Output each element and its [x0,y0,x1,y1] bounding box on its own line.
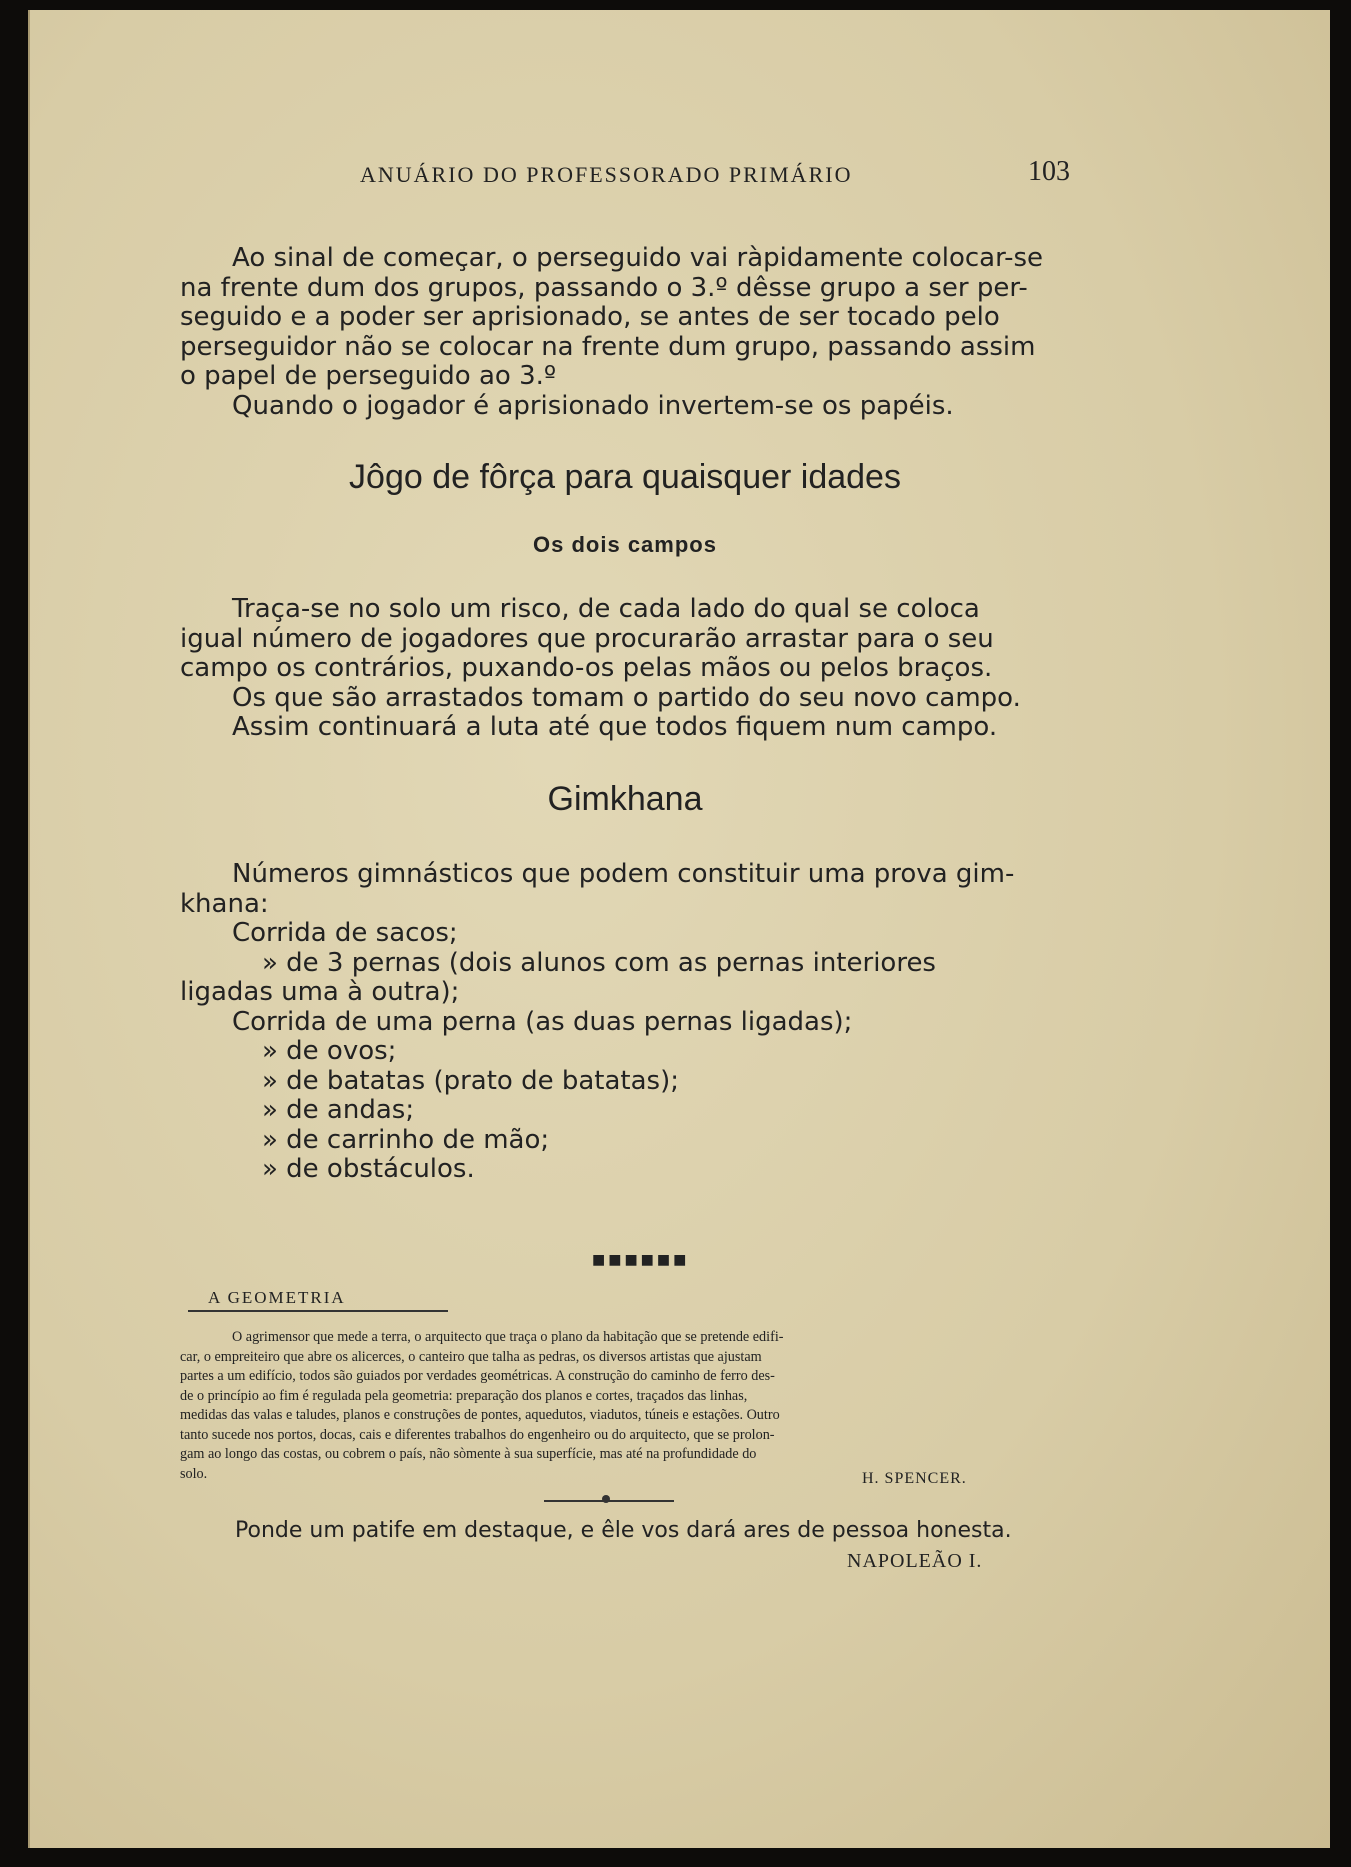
text-line: » de 3 pernas (dois alunos com as pernas interiores [262,947,936,978]
book-page [28,10,1330,1848]
text-line: » de ovos; [262,1036,397,1066]
text-line: khana: [180,888,269,919]
running-header [360,158,1070,192]
campos-paragraph [180,595,1070,743]
text-line: o papel de perseguido ao 3.º [180,361,557,391]
section-subtitle-campos: Os dois campos [533,532,717,557]
quote-text: Ponde um patife em destaque, e êle vos dará ares de pessoa honesta. [235,1518,1012,1543]
text-line: na frente dum dos grupos, passando o 3.º dêsse grupo a ser per- [180,272,1028,303]
text-line: campo os contrários, puxando-os pelas mãos ou pelos braços. [180,653,993,683]
text-line: Ao sinal de começar, o perseguido vai ràpidamente colocar-se [232,243,1044,273]
text-line: » de carrinho de mão; [262,1124,550,1155]
divider-rule [544,1500,674,1502]
text-line: Os que são arrastados tomam o partido do seu novo campo. [232,682,1021,713]
text-line: tanto sucede nos portos, docas, cais e diferentes trabalhos do engenheiro ou do arquitecto, que se prolon- [180,1426,775,1443]
divider-dot [602,1495,610,1503]
text-line: O agrimensor que mede a terra, o arquitecto que traça o plano da habitação que se pretende edifi- [232,1329,784,1345]
text-line: Corrida de sacos; [232,918,458,948]
section-title-gimkhana: Gimkhana [547,780,703,818]
text-line: gam ao longo das costas, ou cobrem o país, não sòmente à sua superfície, mas até na profundidade do [180,1446,757,1462]
text-line: Assim continuará a luta até que todos fiquem num campo. [232,712,998,742]
section-title-forca: Jôgo de fôrça para quaisquer idades [349,458,901,496]
gimkhana-intro [180,860,1070,1185]
text-line: igual número de jogadores que procurarão arrastar para o seu [180,623,994,654]
text-line: seguido e a poder ser aprisionado, se antes de ser tocado pelo [180,302,1000,332]
text-line: » de andas; [262,1095,415,1125]
text-line: medidas das valas e taludes, planos e construções de pontes, aquedutos, viadutos, túneis e estações. Outro [180,1407,780,1423]
quote-author: NAPOLEÃO I. [847,1550,983,1572]
text-line: » de obstáculos. [262,1154,475,1184]
text-line: Números gimnásticos que podem constituir uma prova gim- [232,859,1015,889]
text-line: Quando o jogador é aprisionado invertem-se os papéis. [232,390,954,421]
text-line: solo. [180,1465,208,1482]
section-ornament: ■■■■■■ [592,1252,690,1268]
text-line: partes a um edifício, todos são guiados por verdades geométricas. A construção do caminho de ferro des- [180,1368,775,1384]
intro-paragraph [180,244,1070,421]
geometria-title: A GEOMETRIA [188,1288,448,1312]
geometria-author: H. SPENCER. [862,1470,967,1487]
text-line: car, o empreiteiro que abre os alicerces, o canteiro que talha as pedras, os diversos artistas que ajustam [180,1348,762,1365]
text-line: » de batatas (prato de batatas); [262,1065,679,1096]
geometria-text [180,1328,1070,1484]
text-line: ligadas uma à outra); [180,977,460,1007]
page-number: 103 [1028,156,1070,187]
text-line: de o princípio ao fim é regulada pela geometria: preparação dos planos e cortes, traçados das linhas, [180,1387,748,1404]
text-line: Corrida de uma perna (as duas pernas ligadas); [232,1006,853,1037]
text-line: Traça-se no solo um risco, de cada lado do qual se coloca [232,594,980,624]
header-title: ANUÁRIO DO PROFESSORADO PRIMÁRIO [360,162,853,187]
text-line: perseguidor não se colocar na frente dum grupo, passando assim [180,331,1036,362]
